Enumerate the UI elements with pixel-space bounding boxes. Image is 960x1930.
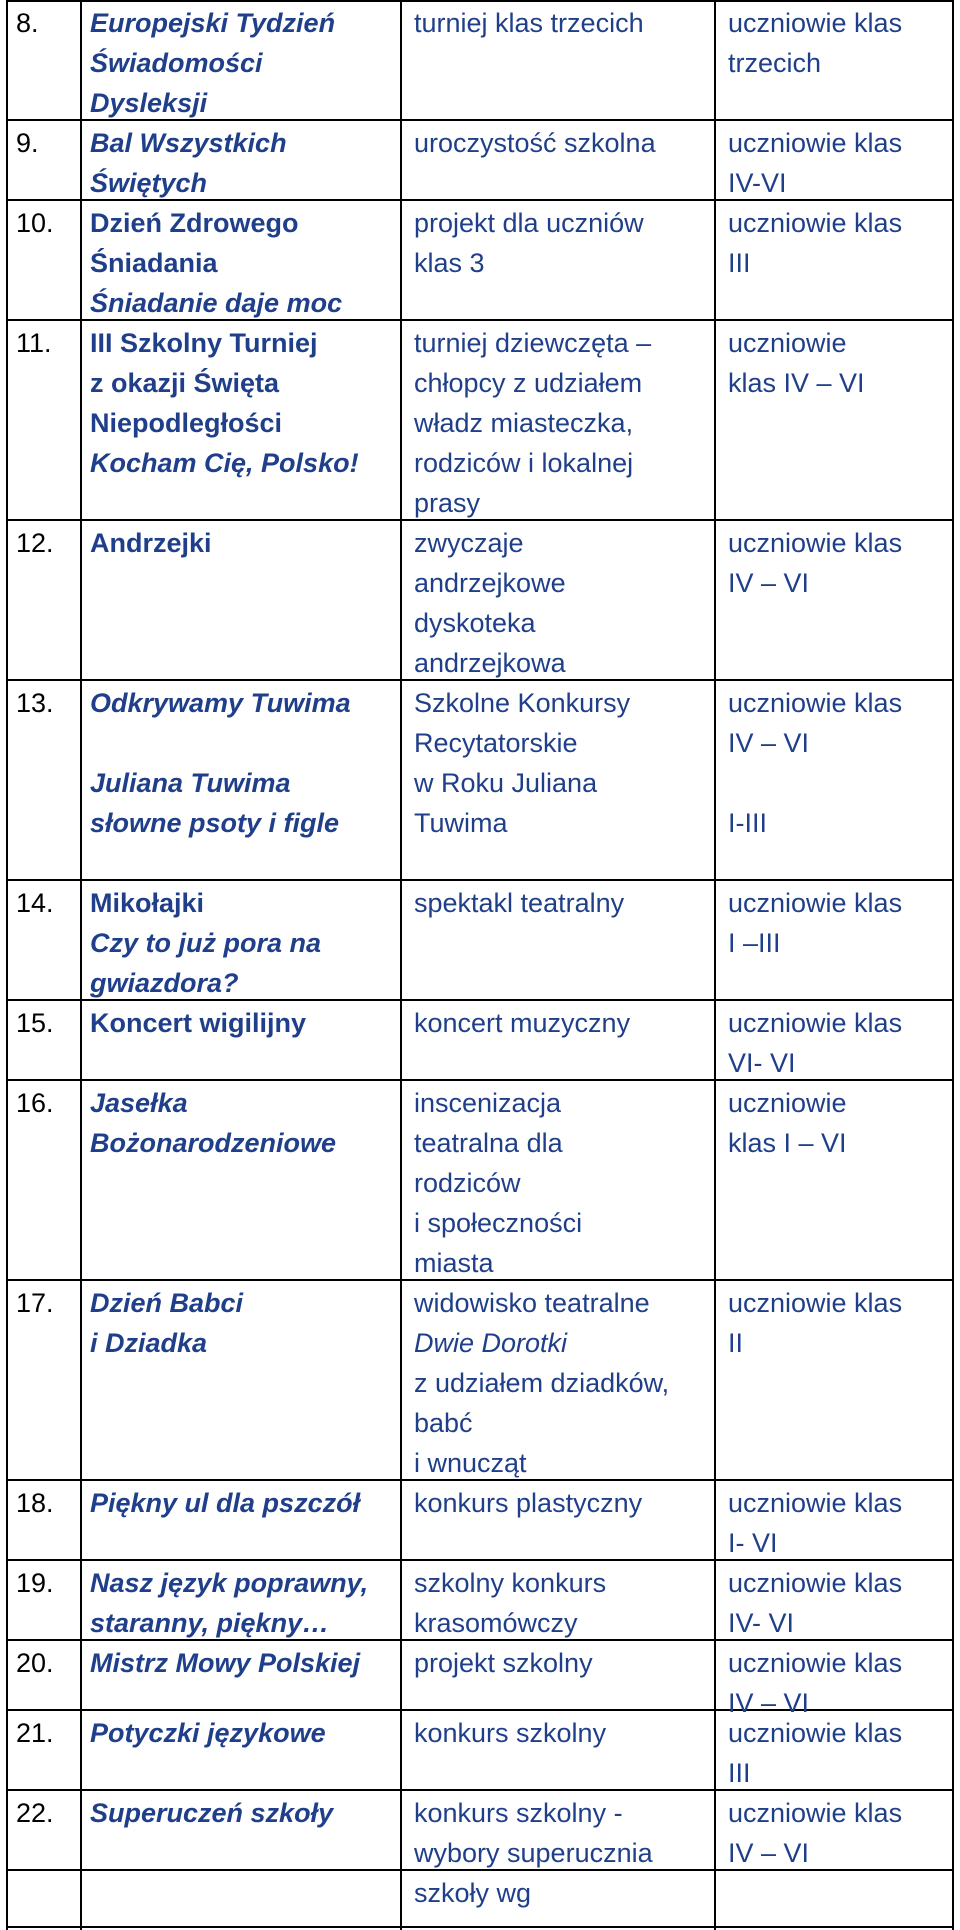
event-form (414, 1003, 630, 1043)
row-number: 9. (16, 128, 39, 158)
cell-line: uczniowie klas (728, 1488, 903, 1518)
cell-line: Recytatorskie (414, 728, 578, 758)
cell-line: klas IV – VI (728, 368, 865, 398)
event-title (90, 1283, 243, 1363)
event-title (90, 1563, 368, 1643)
cell-line: Kocham Cię, Polsko! (90, 448, 359, 478)
row-number: 12. (16, 528, 54, 558)
cell-line: uczniowie klas (728, 1648, 903, 1678)
cell-line: szkoły wg (414, 1878, 532, 1908)
cell-line: Mikołajki (90, 888, 205, 918)
cell-line: w Roku Juliana (414, 768, 598, 798)
event-title (90, 1793, 333, 1833)
table-hline (6, 0, 954, 2)
cell-line: Potyczki językowe (90, 1718, 326, 1748)
cell-line: IV – VI (728, 1688, 810, 1718)
event-participants (728, 1713, 902, 1793)
event-form (414, 683, 630, 843)
event-participants (728, 123, 902, 203)
cell-line: i Dziadka (90, 1328, 208, 1358)
event-participants (728, 1083, 847, 1163)
cell-line: Śniadanie daje moc (90, 288, 343, 318)
cell-line: teatralna dla (414, 1128, 563, 1158)
row-number: 14. (16, 888, 54, 918)
row-number: 11. (16, 328, 52, 358)
event-participants (728, 1283, 902, 1363)
cell-line: Bal Wszystkich (90, 128, 287, 158)
event-form (414, 323, 651, 523)
cell-line: I-III (728, 808, 767, 838)
cell-line: klas I – VI (728, 1128, 847, 1158)
cell-line: III Szkolny Turniej (90, 328, 318, 358)
cell-line: turniej klas trzecich (414, 8, 644, 38)
cell-line: Jasełka (90, 1088, 188, 1118)
row-number: 22. (16, 1798, 54, 1828)
cell-line: Niepodległości (90, 408, 283, 438)
event-form (414, 1563, 606, 1643)
cell-line: dyskoteka (414, 608, 536, 638)
cell-line: Mistrz Mowy Polskiej (90, 1648, 361, 1678)
cell-line: Świadomości (90, 48, 263, 78)
cell-line: inscenizacja (414, 1088, 562, 1118)
cell-line: z udziałem dziadków, (414, 1368, 670, 1398)
cell-line: uroczystość szkolna (414, 128, 656, 158)
cell-line: Odkrywamy Tuwima (90, 688, 351, 718)
table-hline (6, 879, 954, 881)
row-number: 16. (16, 1088, 54, 1118)
cell-line: projekt dla uczniów (414, 208, 644, 238)
table-hline (6, 1926, 954, 1928)
event-title (90, 883, 321, 1003)
event-title (90, 323, 359, 483)
cell-line: władz miasteczka, (414, 408, 634, 438)
row-number: 8. (16, 8, 39, 38)
table-vline (714, 0, 716, 1930)
cell-line: Tuwima (414, 808, 508, 838)
cell-line: uczniowie klas (728, 208, 903, 238)
event-title (90, 523, 212, 563)
event-title (90, 123, 287, 203)
cell-line (728, 763, 902, 803)
cell-line: Europejski Tydzień (90, 8, 336, 38)
cell-line: koncert muzyczny (414, 1008, 631, 1038)
event-form (414, 1643, 593, 1683)
row-number: 21. (16, 1718, 54, 1748)
event-participants (728, 203, 902, 283)
event-title (90, 1713, 326, 1753)
row-number: 15. (16, 1008, 54, 1038)
cell-line: Bożonarodzeniowe (90, 1128, 337, 1158)
cell-line: z okazji Święta (90, 368, 280, 398)
cell-line (90, 723, 351, 763)
event-form (414, 123, 656, 163)
cell-line: konkurs plastyczny (414, 1488, 643, 1518)
cell-line: uczniowie klas (728, 8, 903, 38)
table-vline (6, 0, 8, 1930)
cell-line: uczniowie klas (728, 1568, 903, 1598)
cell-line: projekt szkolny (414, 1648, 593, 1678)
event-participants (728, 523, 902, 603)
cell-line: Dwie Dorotki (414, 1328, 568, 1358)
cell-line: III (728, 248, 751, 278)
row-number: 18. (16, 1488, 54, 1518)
cell-line: II (728, 1328, 744, 1358)
cell-line: babć (414, 1408, 473, 1438)
cell-line: Szkolne Konkursy (414, 688, 631, 718)
cell-line: Koncert wigilijny (90, 1008, 307, 1038)
row-number: 17. (16, 1288, 54, 1318)
event-participants (728, 1483, 902, 1563)
event-form (414, 883, 624, 923)
event-title (90, 203, 342, 323)
event-title (90, 1643, 360, 1683)
cell-line: uczniowie klas (728, 1798, 903, 1828)
cell-line: Dysleksji (90, 88, 208, 118)
event-participants (728, 1003, 902, 1083)
cell-line: widowisko teatralne (414, 1288, 650, 1318)
cell-line: prasy (414, 488, 481, 518)
cell-line: gwiazdora? (90, 968, 239, 998)
event-form (414, 1483, 642, 1523)
cell-line: I –III (728, 928, 781, 958)
event-title (90, 683, 351, 843)
cell-line: IV- VI (728, 1608, 795, 1638)
cell-line: IV-VI (728, 168, 787, 198)
events-table (6, 0, 954, 1930)
cell-line: staranny, piękny… (90, 1608, 330, 1638)
cell-line: uczniowie klas (728, 128, 903, 158)
event-form (414, 1793, 653, 1913)
cell-line: konkurs szkolny - (414, 1798, 623, 1828)
event-participants (728, 323, 865, 403)
event-form (414, 1083, 582, 1283)
event-form (414, 1283, 669, 1483)
cell-line: IV – VI (728, 1838, 810, 1868)
event-title (90, 1483, 360, 1523)
cell-line: uczniowie klas (728, 1288, 903, 1318)
event-title (90, 1083, 336, 1163)
cell-line: szkolny konkurs (414, 1568, 607, 1598)
table-vline (80, 0, 82, 1930)
cell-line: Andrzejki (90, 528, 212, 558)
cell-line: Superuczeń szkoły (90, 1798, 334, 1828)
cell-line: spektakl teatralny (414, 888, 625, 918)
table-vline (952, 0, 954, 1930)
cell-line: Świętych (90, 168, 208, 198)
table-vline (400, 0, 402, 1930)
cell-line: uczniowie klas (728, 888, 903, 918)
event-participants (728, 683, 902, 843)
cell-line: uczniowie klas (728, 688, 903, 718)
cell-line: słowne psoty i figle (90, 808, 340, 838)
cell-line: Czy to już pora na (90, 928, 322, 958)
event-participants (728, 1563, 902, 1643)
cell-line: krasomówczy (414, 1608, 578, 1638)
cell-line: Dzień Babci (90, 1288, 244, 1318)
row-number: 19. (16, 1568, 54, 1598)
cell-line: uczniowie klas (728, 528, 903, 558)
cell-line: i społeczności (414, 1208, 583, 1238)
cell-line: uczniowie (728, 328, 847, 358)
event-participants (728, 1643, 902, 1723)
row-number: 10. (16, 208, 54, 238)
cell-line: IV – VI (728, 728, 810, 758)
cell-line: IV – VI (728, 568, 810, 598)
event-participants (728, 883, 902, 963)
cell-line: i wnucząt (414, 1448, 527, 1478)
event-title (90, 3, 335, 123)
cell-line: uczniowie (728, 1088, 847, 1118)
cell-line: Nasz język poprawny, (90, 1568, 369, 1598)
row-number: 20. (16, 1648, 54, 1678)
cell-line: Dzień Zdrowego (90, 208, 299, 238)
cell-line: andrzejkowa (414, 648, 566, 678)
event-form (414, 3, 644, 43)
cell-line: Piękny ul dla pszczół (90, 1488, 361, 1518)
cell-line: klas 3 (414, 248, 485, 278)
cell-line: andrzejkowe (414, 568, 566, 598)
cell-line: wybory superucznia (414, 1838, 653, 1868)
event-form (414, 203, 644, 283)
event-form (414, 523, 566, 683)
cell-line: rodziców i lokalnej (414, 448, 634, 478)
cell-line: uczniowie klas (728, 1718, 903, 1748)
cell-line: III (728, 1758, 751, 1788)
cell-line: zwyczaje (414, 528, 524, 558)
cell-line: I- VI (728, 1528, 778, 1558)
event-form (414, 1713, 606, 1753)
cell-line: miasta (414, 1248, 494, 1278)
cell-line: chłopcy z udziałem (414, 368, 643, 398)
cell-line: Juliana Tuwima (90, 768, 291, 798)
cell-line: Śniadania (90, 248, 218, 278)
row-number: 13. (16, 688, 54, 718)
cell-line: VI- VI (728, 1048, 796, 1078)
event-participants (728, 3, 902, 83)
cell-line: trzecich (728, 48, 822, 78)
event-title (90, 1003, 306, 1043)
cell-line: turniej dziewczęta – (414, 328, 652, 358)
cell-line: rodziców (414, 1168, 521, 1198)
cell-line: konkurs szkolny (414, 1718, 607, 1748)
event-participants (728, 1793, 902, 1873)
cell-line: uczniowie klas (728, 1008, 903, 1038)
